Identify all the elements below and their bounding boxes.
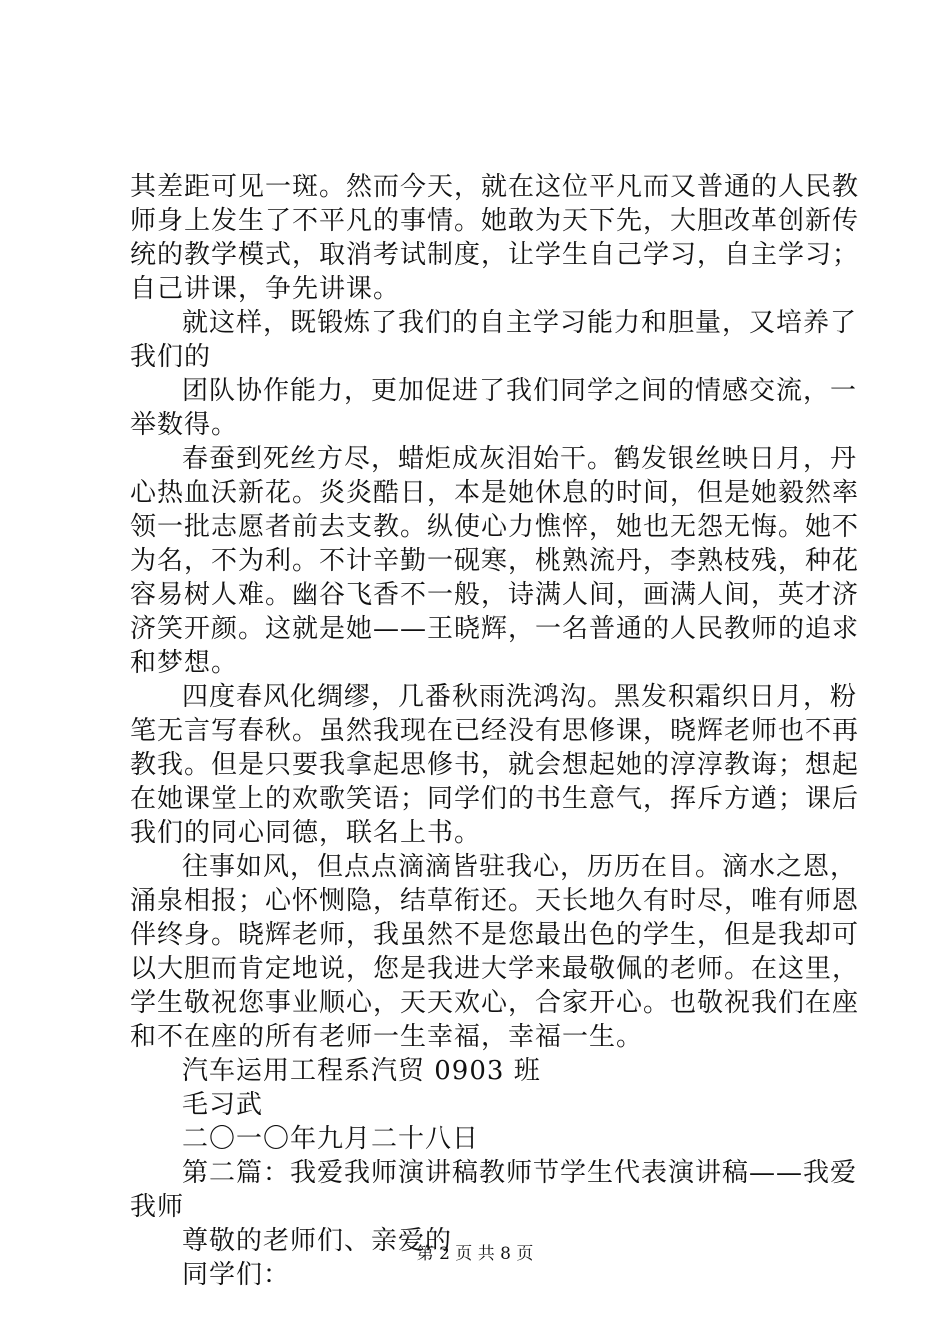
text-line: 在她课堂上的欢歌笑语；同学们的书生意气，挥斥方遒；课后 — [130, 784, 860, 814]
text-line: 尊敬的老师们、亲爱的 — [182, 1226, 453, 1256]
text-line: 笔无言写春秋。虽然我现在已经没有思修课，晓辉老师也不再 — [130, 716, 860, 746]
text-line: 师身上发生了不平凡的事情。她敢为天下先，大胆改革创新传 — [130, 206, 860, 236]
text-line: 就这样，既锻炼了我们的自主学习能力和胆量，又培养了 — [182, 308, 858, 338]
document-body — [130, 170, 860, 1292]
text-line: 同学们： — [182, 1260, 291, 1290]
text-line: 和不在座的所有老师一生幸福，幸福一生。 — [130, 1022, 644, 1052]
text-line: 往事如风，但点点滴滴皆驻我心，历历在目。滴水之恩， — [182, 852, 858, 882]
text-line: 学生敬祝您事业顺心，天天欢心，合家开心。也敬祝我们在座 — [130, 988, 860, 1018]
text-line: 自己讲课，争先讲课。 — [130, 274, 401, 304]
text-line: 领一批志愿者前去支教。纵使心力憔悴，她也无怨无悔。她不 — [130, 512, 860, 542]
text-line: 伴终身。晓辉老师，我虽然不是您最出色的学生，但是我却可 — [130, 920, 860, 950]
text-line: 第二篇：我爱我师演讲稿教师节学生代表演讲稿——我爱 — [182, 1158, 858, 1188]
text-line: 我师 — [130, 1192, 185, 1222]
text-line: 心热血沃新花。炎炎酷日，本是她休息的时间，但是她毅然率 — [130, 478, 860, 508]
text-line: 教我。但是只要我拿起思修书，就会想起她的淳淳教诲；想起 — [130, 750, 860, 780]
text-line: 其差距可见一斑。然而今天，就在这位平凡而又普通的人民教 — [130, 172, 860, 202]
text-line: 容易树人难。幽谷飞香不一般，诗满人间，画满人间，英才济 — [130, 580, 860, 610]
text-line: 二〇一〇年九月二十八日 — [182, 1124, 480, 1154]
page-footer: 第 2 页 共 8 页 — [416, 1244, 534, 1264]
text-line: 涌泉相报；心怀恻隐，结草衔还。天长地久有时尽，唯有师恩 — [130, 886, 860, 916]
text-line: 春蚕到死丝方尽，蜡炬成灰泪始干。鹤发银丝映日月，丹 — [182, 444, 858, 474]
text-line: 统的教学模式，取消考试制度，让学生自己学习，自主学习； — [130, 240, 860, 270]
text-line: 以大胆而肯定地说，您是我进大学来最敬佩的老师。在这里， — [130, 954, 860, 984]
text-line: 和梦想。 — [130, 648, 239, 678]
text-line: 为名，不为利。不计辛勤一砚寒，桃熟流丹，李熟枝残，种花 — [130, 546, 860, 576]
text-line: 汽车运用工程系汽贸 0903 班 — [182, 1056, 541, 1086]
text-line: 四度春风化绸缪，几番秋雨洗鸿沟。黑发积霜织日月，粉 — [182, 682, 858, 712]
text-line: 团队协作能力，更加促进了我们同学之间的情感交流，一 — [182, 376, 858, 406]
text-line: 我们的同心同德，联名上书。 — [130, 818, 482, 848]
text-line: 毛习武 — [182, 1090, 264, 1120]
text-line: 济笑开颜。这就是她——王晓辉，一名普通的人民教师的追求 — [130, 614, 860, 644]
text-line: 我们的 — [130, 342, 212, 372]
text-line: 举数得。 — [130, 410, 239, 440]
